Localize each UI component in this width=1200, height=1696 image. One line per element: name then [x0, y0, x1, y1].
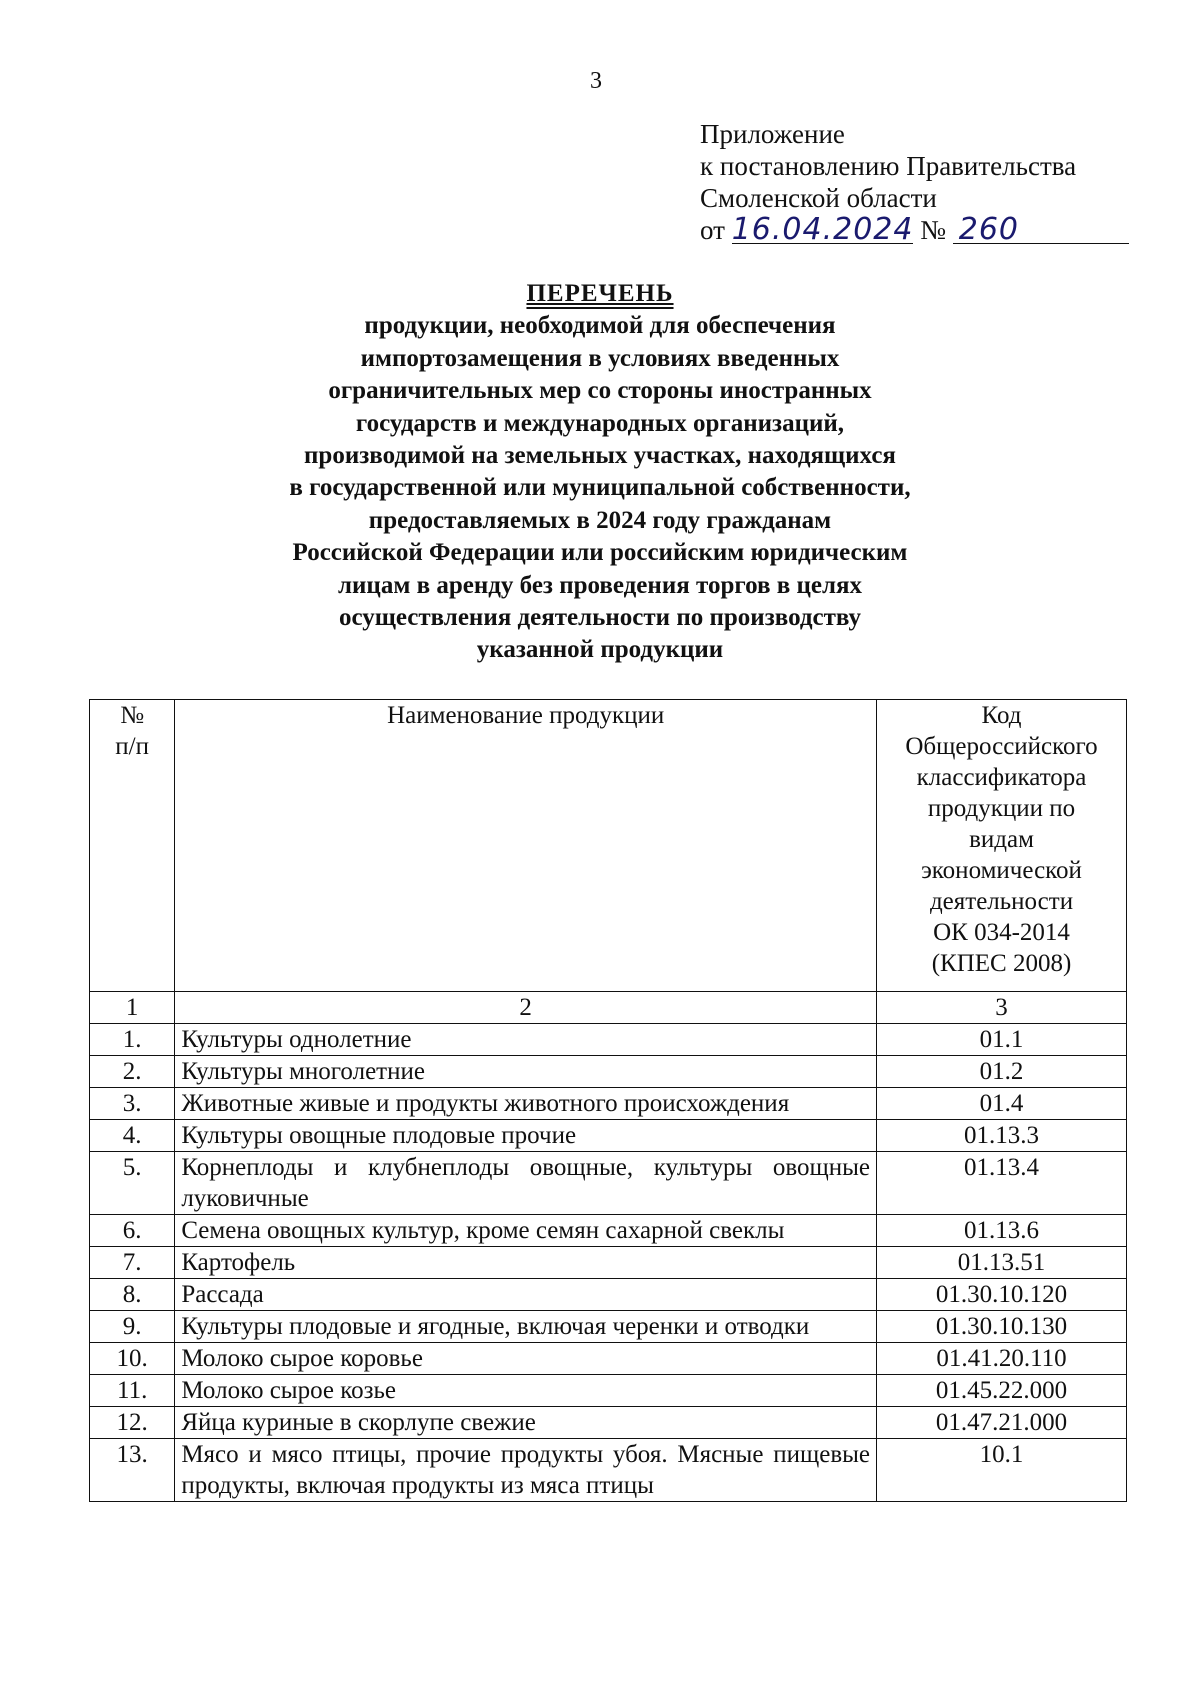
- row-code: 01.1: [877, 1024, 1127, 1056]
- header-code-line: классификатора: [916, 764, 1087, 791]
- row-code: 01.13.4: [877, 1152, 1127, 1215]
- table-row: [90, 1279, 1127, 1311]
- title-line: указанной продукции: [476, 636, 724, 664]
- row-product-name: Яйца куриные в скорлупе свежие: [175, 1407, 877, 1439]
- appendix-label: Приложение: [700, 119, 845, 149]
- header-product-name-cell: Наименование продукции: [175, 700, 877, 992]
- row-code: 01.47.21.000: [877, 1407, 1127, 1439]
- title-line: продукции, необходимой для обеспечения: [364, 312, 836, 340]
- header-code-line: ОК 034-2014: [933, 919, 1070, 946]
- table-row: [90, 1088, 1127, 1120]
- number-label: №: [920, 215, 946, 245]
- row-code: 01.13.51: [877, 1247, 1127, 1279]
- row-product-name: Культуры овощные плодовые прочие: [175, 1120, 877, 1152]
- table-row: [90, 1215, 1127, 1247]
- row-code: 01.30.10.120: [877, 1279, 1127, 1311]
- appendix-decree-label: к постановлению Правительства: [700, 151, 1077, 181]
- table-row: [90, 1343, 1127, 1375]
- handwritten-number: 260: [953, 217, 1129, 244]
- page-number: 3: [590, 68, 602, 94]
- row-code: 10.1: [877, 1439, 1127, 1502]
- row-code: 01.30.10.130: [877, 1311, 1127, 1343]
- row-number: 4.: [90, 1120, 175, 1152]
- table-row: [90, 1152, 1127, 1215]
- row-number: 8.: [90, 1279, 175, 1311]
- table-row: [90, 1247, 1127, 1279]
- header-code-line: видам: [969, 826, 1034, 853]
- header-code-line: деятельности: [929, 888, 1074, 915]
- appendix-date-number-line: [700, 214, 1129, 246]
- header-code-line: продукции по: [927, 795, 1076, 822]
- row-product-name: Семена овощных культур, кроме семян сахарной свеклы: [175, 1215, 877, 1247]
- title-line: ограничительных мер со стороны иностранных: [328, 377, 872, 405]
- table-row: [90, 1311, 1127, 1343]
- row-code: 01.13.3: [877, 1120, 1127, 1152]
- header-number-abbrev: п/п: [115, 733, 150, 760]
- row-number: 11.: [90, 1375, 175, 1407]
- appendix-region-label: Смоленской области: [700, 183, 937, 213]
- column-number-cell: 1: [90, 992, 175, 1024]
- row-number: 5.: [90, 1152, 175, 1215]
- row-number: 9.: [90, 1311, 175, 1343]
- handwritten-date: 16.04.2024: [731, 212, 914, 247]
- header-number-symbol: №: [120, 702, 145, 729]
- header-number-cell: [90, 700, 175, 992]
- table-row: [90, 1024, 1127, 1056]
- from-label: от: [700, 215, 725, 245]
- title-line: импортозамещения в условиях введенных: [360, 344, 840, 372]
- header-code-cell: [877, 700, 1127, 992]
- header-code-line: Код: [981, 702, 1022, 729]
- table-row: [90, 1120, 1127, 1152]
- row-product-name: Культуры плодовые и ягодные, включая черенки и отводки: [175, 1311, 877, 1343]
- row-product-name: Молоко сырое козье: [175, 1375, 877, 1407]
- row-product-name: Культуры однолетние: [175, 1024, 877, 1056]
- document-title-block: [190, 278, 1010, 667]
- table-header-row: [90, 700, 1127, 992]
- row-number: 1.: [90, 1024, 175, 1056]
- row-code: 01.13.6: [877, 1215, 1127, 1247]
- row-number: 2.: [90, 1056, 175, 1088]
- row-code: 01.2: [877, 1056, 1127, 1088]
- table-row: [90, 1439, 1127, 1502]
- title-line: осуществления деятельности по производству: [338, 604, 862, 632]
- row-code: 01.45.22.000: [877, 1375, 1127, 1407]
- row-product-name: Животные живые и продукты животного происхождения: [175, 1088, 877, 1120]
- row-product-name: Корнеплоды и клубнеплоды овощные, культуры овощные луковичные: [175, 1152, 877, 1215]
- table-row: [90, 1056, 1127, 1088]
- row-number: 10.: [90, 1343, 175, 1375]
- row-code: 01.41.20.110: [877, 1343, 1127, 1375]
- row-number: 7.: [90, 1247, 175, 1279]
- row-product-name: Картофель: [175, 1247, 877, 1279]
- title-line: предоставляемых в 2024 году гражданам: [368, 506, 832, 534]
- row-product-name: Культуры многолетние: [175, 1056, 877, 1088]
- products-table: [89, 699, 1127, 1502]
- row-number: 12.: [90, 1407, 175, 1439]
- row-number: 6.: [90, 1215, 175, 1247]
- title-line: в государственной или муниципальной собственности,: [289, 474, 911, 502]
- row-product-name: Рассада: [175, 1279, 877, 1311]
- title-line: государств и международных организаций,: [355, 409, 845, 437]
- column-number-cell: 2: [175, 992, 877, 1024]
- table-row: [90, 1407, 1127, 1439]
- title-line: Российской Федерации или российским юридическим: [292, 539, 908, 567]
- appendix-reference: [700, 118, 1129, 246]
- header-code-line: (КПЕС 2008): [931, 950, 1072, 977]
- table-row: [90, 1375, 1127, 1407]
- row-product-name: Молоко сырое коровье: [175, 1343, 877, 1375]
- document-title: ПЕРЕЧЕНЬ: [526, 280, 674, 307]
- title-line: лицам в аренду без проведения торгов в целях: [337, 571, 863, 599]
- header-code-line: Общероссийского: [905, 733, 1098, 760]
- title-line: производимой на земельных участках, находящихся: [304, 442, 896, 470]
- column-numbers-row: [90, 992, 1127, 1024]
- header-code-line: экономической: [921, 857, 1082, 884]
- column-number-cell: 3: [877, 992, 1127, 1024]
- row-code: 01.4: [877, 1088, 1127, 1120]
- row-number: 13.: [90, 1439, 175, 1502]
- row-number: 3.: [90, 1088, 175, 1120]
- row-product-name: Мясо и мясо птицы, прочие продукты убоя. Мясные пищевые продукты, включая продукты из мяса птицы: [175, 1439, 877, 1502]
